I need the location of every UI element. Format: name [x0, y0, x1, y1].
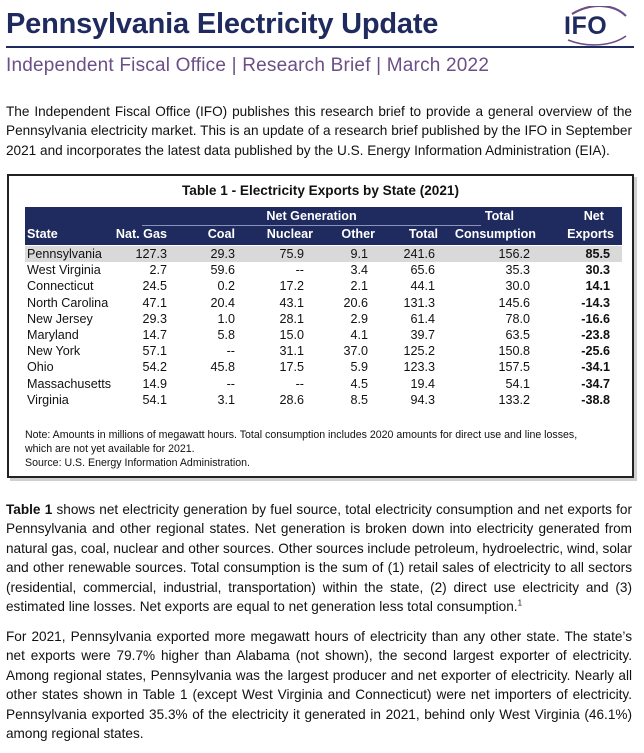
cell-consumption: 78.0 — [505, 311, 530, 326]
intro-paragraph: The Independent Fiscal Office (IFO) publishes this research brief to provide a general overview of the Pennsylvania electricity market. This is an update of a research brief published by the IFO in September 2021 and incorporates the latest data published by the U.S. Energy Information Administration (EIA). — [6, 104, 632, 158]
table-row — [25, 262, 622, 278]
cell-gas: 57.1 — [142, 344, 167, 359]
cell-coal: -- — [226, 344, 235, 359]
cell-coal: 20.4 — [210, 295, 235, 310]
cell-total: 125.2 — [403, 344, 435, 359]
logo-text: IFO — [564, 12, 608, 40]
cell-coal: 29.3 — [210, 247, 235, 261]
cell-nuclear: 75.9 — [279, 247, 304, 261]
cell-total: 241.6 — [403, 247, 435, 261]
cell-total: 65.6 — [410, 263, 435, 278]
cell-nuclear: 17.5 — [279, 360, 304, 375]
table-1 — [7, 174, 634, 478]
cell-coal: -- — [226, 376, 235, 391]
cell-consumption: 54.1 — [505, 376, 530, 391]
page-header — [6, 6, 638, 50]
cell-coal: 45.8 — [210, 360, 235, 375]
cell-consumption: 156.2 — [498, 247, 530, 261]
cell-coal: 1.0 — [217, 311, 235, 326]
cell-net: -34.7 — [581, 376, 610, 391]
cell-nuclear: 17.2 — [279, 279, 304, 294]
cell-total: 44.1 — [410, 279, 435, 294]
cell-consumption: 35.3 — [505, 263, 530, 278]
cell-total: 123.3 — [403, 360, 435, 375]
cell-nuclear: -- — [295, 263, 304, 278]
cell-total: 131.3 — [403, 295, 435, 310]
cell-coal: 3.1 — [217, 392, 235, 407]
cell-gas: 127.3 — [135, 247, 167, 261]
cell-gas: 14.9 — [142, 376, 167, 391]
cell-consumption: 30.0 — [505, 279, 530, 294]
table-row — [25, 343, 622, 359]
header-consumption-top: Total — [484, 209, 514, 223]
table-row — [25, 392, 622, 408]
body-paragraph-1 — [6, 500, 632, 616]
cell-coal: 59.6 — [210, 263, 235, 278]
table-row — [25, 311, 622, 327]
ifo-logo — [564, 6, 630, 46]
body-paragraph-2: For 2021, Pennsylvania exported more megawatt hours of electricity than any other state. The state’s net exports were 79.7% higher than Alabama (not shown), the second largest exporter of electricity. Among regional states, Pennsylvania was the largest producer and net exporter of electricity. Nearly all other states shown in Table 1 (except West Virginia and Connecticut) were net importers of electricity. Pennsylvania exported 35.3% of the electricity it generated in 2021, behind only West Virginia (46.1%) among regional states. — [6, 629, 632, 742]
table-note-line-2: which are not yet available for 2021. — [25, 443, 195, 455]
cell-state: Pennsylvania — [27, 247, 102, 261]
cell-other: 8.5 — [350, 392, 368, 407]
cell-state: Massachusetts — [27, 376, 111, 391]
cell-other: 9.1 — [350, 247, 368, 261]
table-row — [25, 295, 622, 311]
cell-net: -16.6 — [581, 311, 610, 326]
cell-other: 2.9 — [350, 311, 368, 326]
header-gas: Nat. Gas — [115, 227, 167, 241]
cell-state: New York — [27, 344, 81, 359]
cell-net: -25.6 — [581, 344, 610, 359]
table-reference: Table 1 — [6, 502, 53, 517]
cell-gas: 54.2 — [142, 360, 167, 375]
cell-consumption: 63.5 — [505, 327, 530, 342]
cell-nuclear: 28.6 — [279, 392, 304, 407]
cell-state: West Virginia — [27, 263, 101, 278]
cell-state: New Jersey — [27, 311, 93, 326]
cell-nuclear: 28.1 — [279, 311, 304, 326]
cell-gas: 54.1 — [142, 392, 167, 407]
cell-gas: 24.5 — [142, 279, 167, 294]
table-row — [25, 246, 622, 262]
cell-other: 37.0 — [343, 344, 368, 359]
cell-consumption: 157.5 — [498, 360, 530, 375]
table-notes — [25, 428, 625, 470]
cell-total: 61.4 — [410, 311, 435, 326]
paragraph-text: shows net electricity generation by fuel source, total electricity consumption and net exports for Pennsylvania and other regional states. Net generation is broken down into electricity generated from natural gas, coal, nuclear and other sources. Other sources include petroleum, hydroelectric, wind, solar and other renewable sources. Total consumption is the sum of (1) retail sales of electricity to all sectors (residential, commercial, industrial, transportation) within the state, (2) direct use electricity and (3) estimated line losses. Net exports are equal to net generation less total consumption. — [6, 502, 632, 615]
header-group-underline — [142, 225, 481, 226]
table-row — [25, 327, 622, 343]
header-other: Other — [341, 227, 375, 241]
cell-coal: 0.2 — [217, 279, 235, 294]
page-title: Pennsylvania Electricity Update — [6, 8, 439, 40]
table-body — [25, 246, 622, 408]
cell-consumption: 150.8 — [498, 344, 530, 359]
cell-state: North Carolina — [27, 295, 109, 310]
cell-net: -38.8 — [581, 392, 610, 407]
header-nuclear: Nuclear — [266, 227, 313, 241]
cell-other: 20.6 — [343, 295, 368, 310]
cell-nuclear: 43.1 — [279, 295, 304, 310]
cell-net: -14.3 — [581, 295, 610, 310]
cell-gas: 29.3 — [142, 311, 167, 326]
header-net: Exports — [567, 227, 614, 241]
cell-state: Virginia — [27, 392, 69, 407]
cell-gas: 47.1 — [142, 295, 167, 310]
table-source: Source: U.S. Energy Information Administration. — [25, 457, 250, 469]
cell-other: 5.9 — [350, 360, 368, 375]
table-title: Table 1 - Electricity Exports by State (2021) — [181, 183, 459, 198]
cell-nuclear: -- — [295, 376, 304, 391]
table-note-line-1: Note: Amounts in millions of megawatt hours. Total consumption includes 2020 amounts for direct use and line losses, — [25, 429, 578, 441]
cell-other: 4.1 — [350, 327, 368, 342]
cell-consumption: 145.6 — [498, 295, 530, 310]
cell-net: 85.5 — [585, 247, 610, 261]
cell-consumption: 133.2 — [498, 392, 530, 407]
cell-state: Connecticut — [27, 279, 94, 294]
cell-coal: 5.8 — [217, 327, 235, 342]
cell-nuclear: 31.1 — [279, 344, 304, 359]
page-subtitle: Independent Fiscal Office | Research Brief | March 2022 — [6, 55, 490, 76]
cell-other: 3.4 — [350, 263, 368, 278]
header-rule — [6, 46, 634, 48]
cell-total: 39.7 — [410, 327, 435, 342]
cell-nuclear: 15.0 — [279, 327, 304, 342]
cell-net: -23.8 — [581, 327, 610, 342]
footnote-marker[interactable]: 1 — [517, 598, 523, 608]
header-coal: Coal — [207, 227, 235, 241]
cell-other: 4.5 — [350, 376, 368, 391]
header-consumption: Consumption — [454, 227, 536, 241]
header-state: State — [27, 227, 58, 241]
table-header — [25, 207, 622, 245]
cell-total: 94.3 — [410, 392, 435, 407]
table-row — [25, 376, 622, 392]
cell-gas: 2.7 — [149, 263, 167, 278]
cell-net: 14.1 — [585, 279, 610, 294]
cell-other: 2.1 — [350, 279, 368, 294]
cell-total: 19.4 — [410, 376, 435, 391]
header-net-top: Net — [583, 209, 604, 223]
header-total: Total — [408, 227, 438, 241]
cell-state: Ohio — [27, 360, 54, 375]
header-net-generation: Net Generation — [266, 209, 357, 223]
cell-net: -34.1 — [581, 360, 610, 375]
cell-net: 30.3 — [585, 263, 610, 278]
table-row — [25, 359, 622, 375]
cell-state: Maryland — [27, 327, 79, 342]
cell-gas: 14.7 — [142, 327, 167, 342]
table-row — [25, 278, 622, 294]
